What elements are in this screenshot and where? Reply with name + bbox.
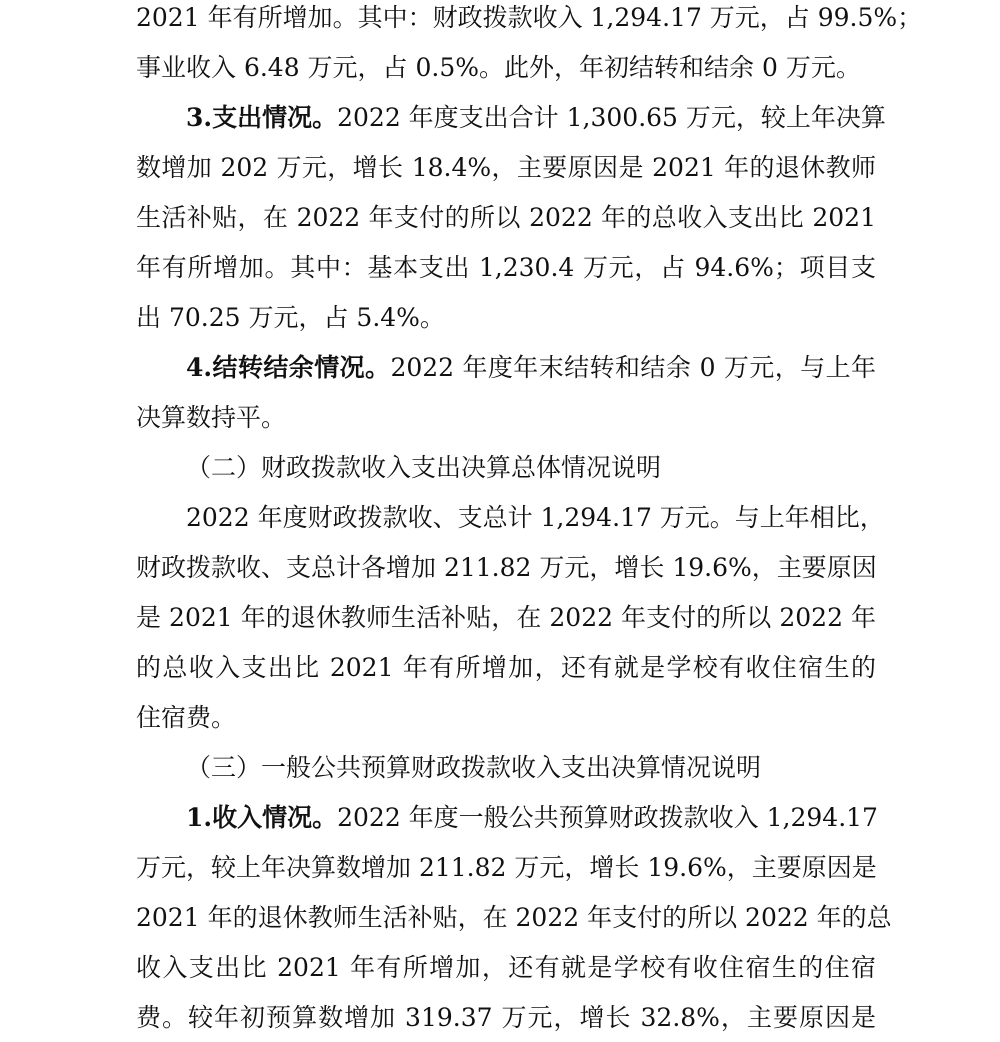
paragraph-line: 生活补贴，在 2022 年支付的所以 2022 年的总收入支出比 2021 xyxy=(136,203,876,232)
subsection-title: （二）财政拨款收入支出决算总体情况说明 xyxy=(186,453,662,482)
paragraph-line: 1.收入情况。2022 年度一般公共预算财政拨款收入 1,294.17 xyxy=(186,803,878,832)
paragraph-line: 财政拨款收、支总计各增加 211.82 万元，增长 19.6%，主要原因 xyxy=(136,553,877,582)
paragraph-line: 是 2021 年的退休教师生活补贴，在 2022 年支付的所以 2022 年 xyxy=(136,603,876,632)
paragraph-line: 的总收入支出比 2021 年有所增加，还有就是学校有收住宿生的 xyxy=(136,653,876,682)
section-heading: 4.结转结余情况。 xyxy=(186,353,391,382)
paragraph-line: 决算数持平。 xyxy=(136,403,287,432)
paragraph-line: 2021 年的退休教师生活补贴，在 2022 年支付的所以 2022 年的总 xyxy=(136,903,892,932)
paragraph-line: 年有所增加。其中：基本支出 1,230.4 万元，占 94.6%；项目支 xyxy=(136,253,876,282)
paragraph-line: 事业收入 6.48 万元，占 0.5%。此外，年初结转和结余 0 万元。 xyxy=(136,53,861,82)
section-heading: 3.支出情况。 xyxy=(186,103,338,132)
paragraph-line: 万元，较上年决算数增加 211.82 万元，增长 19.6%，主要原因是 xyxy=(136,853,877,882)
paragraph-line: 3.支出情况。2022 年度支出合计 1,300.65 万元，较上年决算 xyxy=(186,103,886,132)
paragraph-line: 住宿费。 xyxy=(136,703,237,732)
paragraph-line: 收入支出比 2021 年有所增加，还有就是学校有收住宿生的住宿 xyxy=(136,953,876,982)
paragraph-line: 2021 年有所增加。其中：财政拨款收入 1,294.17 万元，占 99.5%； xyxy=(136,3,923,32)
paragraph-line: 出 70.25 万元，占 5.4%。 xyxy=(136,303,445,332)
subsection-title: （三）一般公共预算财政拨款收入支出决算情况说明 xyxy=(186,753,762,782)
paragraph-line: 2022 年度财政拨款收、支总计 1,294.17 万元。与上年相比， xyxy=(186,503,885,532)
paragraph-line: 数增加 202 万元，增长 18.4%，主要原因是 2021 年的退休教师 xyxy=(136,153,876,182)
paragraph-line: 费。较年初预算数增加 319.37 万元，增长 32.8%，主要原因是 xyxy=(136,1003,876,1032)
paragraph-line: 4.结转结余情况。2022 年度年末结转和结余 0 万元，与上年 xyxy=(186,353,876,382)
section-heading: 1.收入情况。 xyxy=(186,803,338,832)
